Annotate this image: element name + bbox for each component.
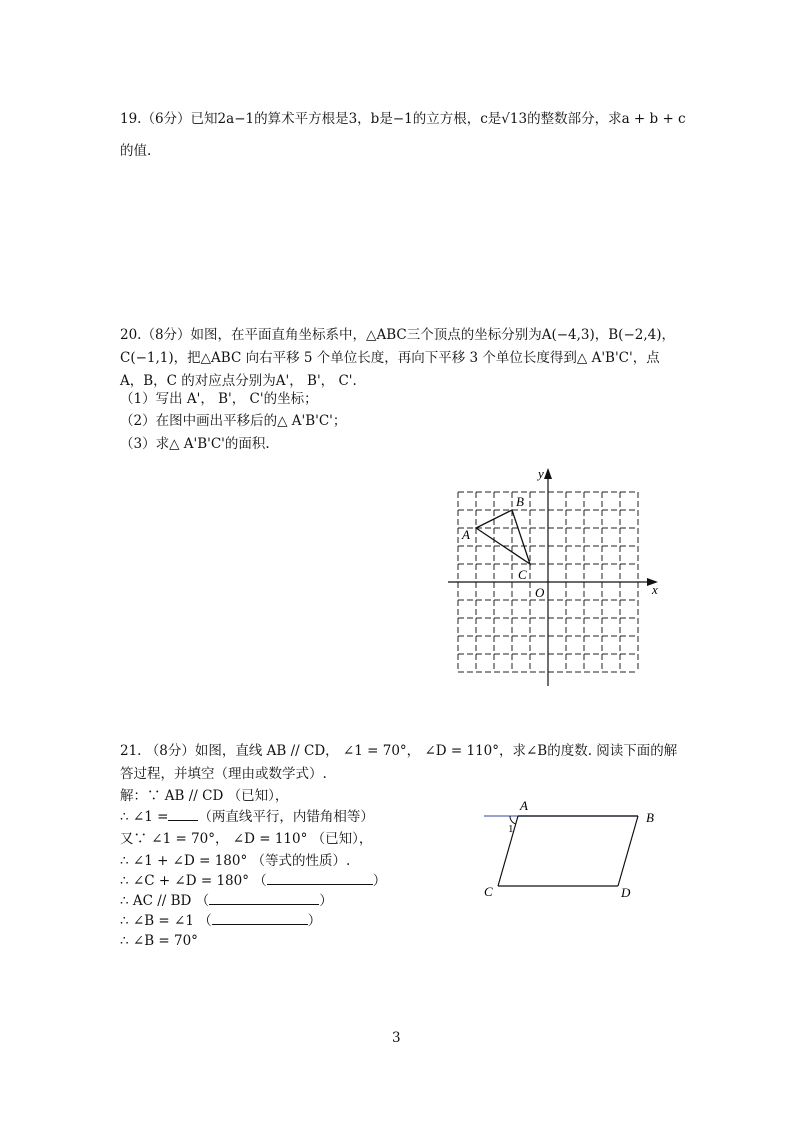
triangle-abc	[476, 510, 530, 564]
q21-step-4: ∴ ∠1 + ∠D = 180° （等式的性质）.	[120, 853, 351, 869]
q21-step-6	[120, 890, 333, 912]
q21-step-6-lead: ∴ AC // BD （	[120, 893, 210, 909]
q21-line-2: 答过程，并填空（理由或数学式）.	[120, 766, 327, 782]
parallelogram-figure	[476, 796, 676, 900]
q21-step-2-reason: （两直线平行，内错角相等）	[198, 809, 374, 825]
label-c: C	[484, 884, 493, 899]
q21-step-2-lead: ∴ ∠1 =	[120, 809, 169, 825]
q19-line-1: 19.（6分）已知2a−1的算术平方根是3，b是−1的立方根，c是√13的整数部分，求a + b + c	[120, 111, 686, 127]
axis-label-y: y	[538, 466, 544, 481]
q21-step-5	[120, 870, 386, 892]
axis-label-x: x	[652, 582, 658, 597]
q21-step-7-close: ）	[307, 913, 322, 929]
q21-step-5-lead: ∴ ∠C + ∠D = 180° （	[120, 873, 267, 889]
label-b: B	[646, 810, 654, 825]
q20-sub-1: （1）写出 A'， B'， C'的坐标；	[120, 391, 318, 407]
point-label-a: A	[462, 527, 470, 542]
q20-sub-3: （3）求△ A'B'C'的面积.	[120, 436, 270, 452]
q20-line-3: A，B，C 的对应点分别为A'， B'， C'.	[120, 373, 357, 389]
q21-step-1: 解：∵ AB // CD （已知），	[120, 788, 289, 804]
q21-step-7	[120, 910, 321, 932]
label-d: D	[621, 885, 631, 900]
q21-step-6-close: ）	[319, 893, 333, 909]
label-a: A	[520, 798, 528, 813]
q20-line-1: 20.（8分）如图，在平面直角坐标系中，△ABC三个顶点的坐标分别为A(−4,3)，B(−2,4)，	[120, 327, 675, 343]
q19-line-2: 的值.	[120, 143, 152, 159]
answer-blank-3[interactable]	[209, 892, 319, 905]
q20-line-2: C(−1,1)，把△ABC 向右平移 5 个单位长度，再向下平移 3 个单位长度得到△ A'B'C'，点	[120, 350, 660, 366]
answer-blank-1[interactable]	[168, 808, 198, 821]
segment-bd	[618, 816, 638, 886]
q21-step-7-lead: ∴ ∠B = ∠1 （	[120, 913, 212, 929]
answer-blank-2[interactable]	[267, 872, 373, 885]
answer-blank-4[interactable]	[212, 912, 308, 925]
q21-step-3: 又∵ ∠1 = 70°， ∠D = 110° （已知），	[120, 831, 373, 847]
coordinate-grid-figure	[440, 464, 670, 692]
q21-step-2	[120, 806, 374, 828]
q21-step-8: ∴ ∠B = 70°	[120, 933, 198, 949]
y-axis-arrow	[544, 468, 552, 479]
point-label-b: B	[516, 494, 524, 509]
page-number: 3	[392, 1030, 401, 1046]
q20-sub-2: （2）在图中画出平移后的△ A'B'C'；	[120, 413, 347, 429]
origin-label: O	[535, 585, 545, 600]
point-label-c: C	[518, 567, 527, 582]
q21-step-5-close: ）	[372, 873, 387, 889]
q21-line-1: 21. （8分）如图，直线 AB // CD， ∠1 = 70°， ∠D = 110°，求∠B的度数. 阅读下面的解	[120, 743, 678, 759]
label-angle-1: 1	[508, 823, 514, 835]
